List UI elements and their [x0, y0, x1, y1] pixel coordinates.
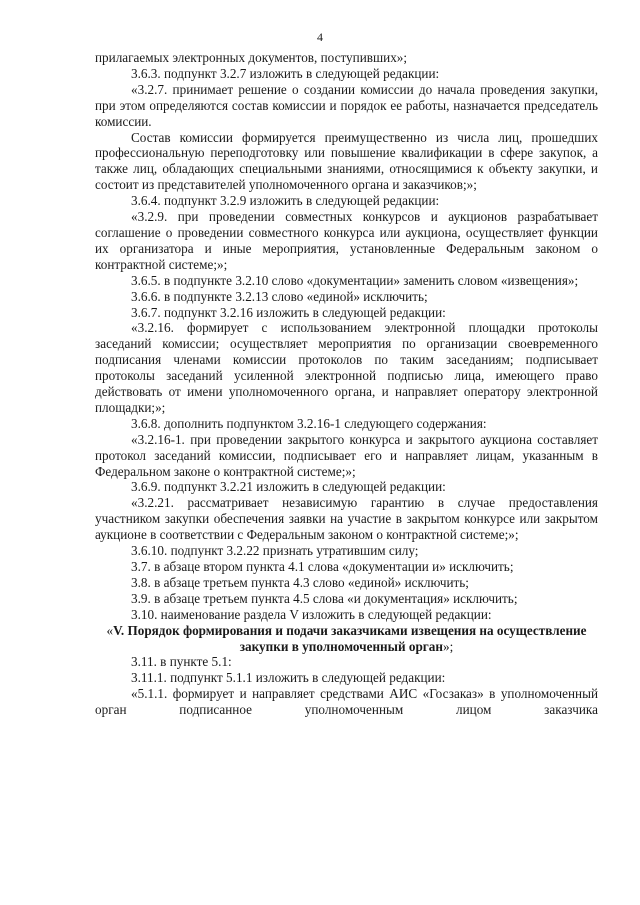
paragraphs-after-heading [95, 654, 598, 718]
paragraph: «3.2.9. при проведении совместных конкурсов и аукционов разрабатывает соглашение о проведении совместного конкурса или аукциона, осуществляет функции их организатора и иные мероприятия, установленные Федеральным законом о контрактной системе;»; [95, 209, 598, 272]
paragraph: 3.7. в абзаце втором пункта 4.1 слова «документации и» исключить; [131, 559, 514, 574]
paragraph: 3.6.4. подпункт 3.2.9 изложить в следующей редакции: [131, 193, 440, 209]
paragraph: 3.8. в абзаце третьем пункта 4.3 слово «единой» исключить; [131, 574, 469, 590]
paragraph: прилагаемых электронных документов, поступивших»; [95, 50, 408, 65]
paragraph: 3.11. в пункте 5.1: [131, 654, 232, 670]
paragraph: 3.10. наименование раздела V изложить в следующей редакции: [131, 606, 492, 622]
document-body [95, 50, 598, 718]
heading-open-quote: « [106, 622, 114, 638]
paragraph: 3.11.1. подпункт 5.1.1 изложить в следующей редакции: [131, 670, 446, 686]
heading-text: V. Порядок формирования и подачи заказчиками извещения на осуществление закупки в уполномоченный орган [113, 622, 587, 654]
paragraph: «5.1.1. формирует и направляет средствами АИС «Госзаказ» в уполномоченный орган подписанное уполномоченным лицом заказчика [95, 686, 598, 718]
paragraph: Состав комиссии формируется преимущественно из числа лиц, прошедших профессиональную переподготовку или повышение квалификации в сфере закупок, а также лиц, обладающих специальными знаниями, относящимися к объекту закупки, и состоит из представителей уполномоченного органа и заказчиков;»; [95, 129, 598, 193]
paragraph: 3.6.8. дополнить подпунктом 3.2.16-1 следующего содержания: [131, 415, 487, 431]
paragraphs-before-heading [95, 50, 598, 623]
paragraph: «3.2.7. принимает решение о создании комиссии до начала проведения закупки, при этом определяются состав комиссии и порядок ее работы, назначается председатель комиссии. [95, 81, 598, 129]
paragraph: 3.6.5. в подпункте 3.2.10 слово «документации» заменить словом «извещения»; [131, 272, 579, 288]
paragraph: 3.6.10. подпункт 3.2.22 признать утратившим силу; [131, 543, 419, 559]
heading-close: »; [442, 638, 454, 654]
paragraph: 3.6.9. подпункт 3.2.21 изложить в следующей редакции: [131, 479, 446, 495]
page-number: 4 [317, 30, 323, 44]
paragraph: 3.9. в абзаце третьем пункта 4.5 слова «и документация» исключить; [131, 590, 518, 606]
paragraph: «3.2.16. формирует с использованием электронной площадки протоколы заседаний комиссии; осуществляет мероприятия по организации своевременного подписания членами комиссии протоколов по таким заседаниям; подписывает протоколы заседаний усиленной электронной подписью лица, имеющего право действовать от имени уполномоченного органа, и направляет оператору электронной площадки;»; [95, 320, 598, 415]
paragraph: 3.6.7. подпункт 3.2.16 изложить в следующей редакции: [131, 304, 446, 320]
paragraph: 3.6.6. в подпункте 3.2.13 слово «единой» исключить; [131, 288, 428, 304]
paragraph: 3.6.3. подпункт 3.2.7 изложить в следующей редакции: [131, 65, 440, 81]
paragraph: «3.2.21. рассматривает независимую гарантию в случае предоставления участником закупки обеспечения заявки на участие в закрытом конкурсе или закрытом аукционе в соответствии с Федеральным законом о контрактной системе;»; [95, 495, 598, 543]
paragraph: «3.2.16-1. при проведении закрытого конкурса и закрытого аукциона составляет протокол заседаний комиссии, подписывает его и направляет лицам, указанным в Федеральном законе о контрактной системе;»; [95, 431, 598, 479]
section-heading [95, 623, 598, 655]
